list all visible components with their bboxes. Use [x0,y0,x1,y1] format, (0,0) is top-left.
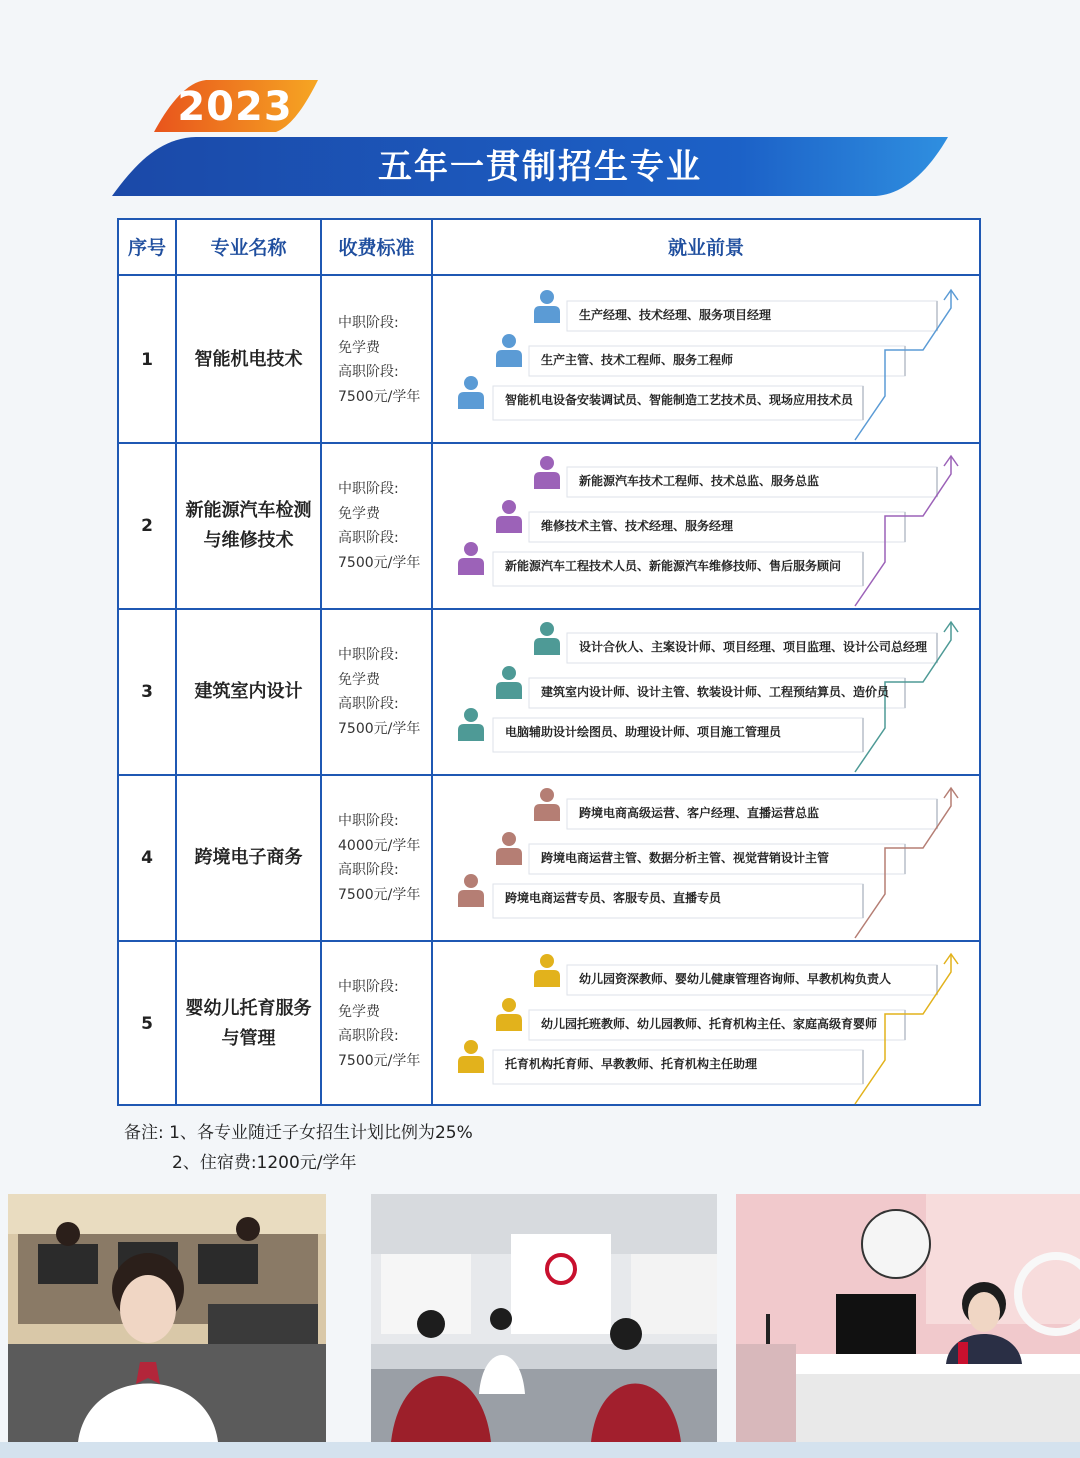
person-icon [540,622,554,636]
header-fee: 收费标准 [338,237,415,259]
table-row [119,278,979,444]
header-major: 专业名称 [210,237,287,259]
person-icon-body [496,1014,522,1031]
note-line: 2、住宿费:1200元/学年 [172,1153,357,1173]
notes [124,1118,473,1178]
person-icon [464,542,478,556]
person-icon-body [496,848,522,865]
career-ladder [433,444,979,608]
page-title: 五年一贯制招生专业 [378,147,702,187]
person-icon [464,1040,478,1054]
fee-line: 7500元/学年 [338,1052,421,1069]
photo-strip [0,1194,1080,1458]
fee-line: 免学费 [338,339,380,356]
person-icon-body [458,558,484,575]
fee-line: 中职阶段: [338,647,399,663]
person-icon [540,290,554,304]
note-line: 备注: 1、各专业随迁子女招生计划比例为25% [124,1123,473,1143]
person-icon [540,788,554,802]
livestream-studio-image [736,1194,1080,1442]
career-level-top: 幼儿园资深教师、婴幼儿健康管理咨询师、早教机构负责人 [579,972,892,986]
person-icon-body [534,638,560,655]
row-index: 5 [141,1014,153,1034]
header-career: 就业前景 [667,237,744,259]
photo-livestream-studio [736,1194,1080,1442]
major-name: 新能源汽车检测与维修技术 [185,500,312,551]
computer-class-image [8,1194,326,1442]
fee-line: 高职阶段: [338,696,399,712]
person-icon-body [458,890,484,907]
person-icon [464,376,478,390]
career-level-top: 新能源汽车技术工程师、技术总监、服务总监 [579,474,820,488]
fee-line: 高职阶段: [338,530,399,546]
person-icon-body [458,392,484,409]
fee-line: 高职阶段: [338,1028,399,1044]
career-level-mid: 生产主管、技术工程师、服务工程师 [541,353,734,367]
fee-line: 7500元/学年 [338,388,421,405]
table-row [119,942,979,1108]
fee-line: 7500元/学年 [338,886,421,903]
row-index: 3 [141,682,153,702]
person-icon [540,954,554,968]
career-level-mid: 跨境电商运营主管、数据分析主管、视觉营销设计主管 [541,851,830,865]
row-index: 2 [141,516,153,536]
table-row [119,610,979,776]
fee-line: 中职阶段: [338,979,399,995]
person-icon [464,874,478,888]
person-icon [502,334,516,348]
career-level-base: 智能机电设备安装调试员、智能制造工艺技术员、现场应用技术员 [505,393,854,407]
fee-cell [322,942,431,1106]
person-icon [464,708,478,722]
person-icon [502,832,516,846]
photo-computer-class [8,1194,326,1442]
year-label: 2023 [177,84,293,130]
fee-line: 4000元/学年 [338,837,421,854]
fee-line: 7500元/学年 [338,554,421,571]
row-index: 4 [141,848,153,868]
career-level-base: 托育机构托育师、早教教师、托育机构主任助理 [505,1057,758,1071]
career-level-top: 设计合伙人、主案设计师、项目经理、项目监理、设计公司总经理 [579,640,928,654]
person-icon-body [534,472,560,489]
fee-line: 中职阶段: [338,481,399,497]
header-banner [0,0,1080,210]
fee-line: 中职阶段: [338,813,399,829]
row-index: 1 [141,350,153,370]
person-icon-body [458,1056,484,1073]
fee-line: 免学费 [338,671,380,688]
career-ladder [433,942,979,1106]
person-icon [540,456,554,470]
table-row [119,444,979,610]
career-level-base: 新能源汽车工程技术人员、新能源汽车维修技师、售后服务顾问 [505,559,842,573]
person-icon [502,998,516,1012]
table-header [119,220,979,276]
major-name: 建筑室内设计 [194,681,303,702]
career-ladder [433,776,979,940]
fee-cell [322,444,431,608]
fee-line: 免学费 [338,505,380,522]
fee-line: 高职阶段: [338,862,399,878]
career-level-base: 跨境电商运营专员、客服专员、直播专员 [505,891,722,905]
fee-line: 免学费 [338,1003,380,1020]
fee-cell [322,278,431,442]
header-index: 序号 [127,237,166,259]
person-icon-body [496,682,522,699]
fee-line: 中职阶段: [338,315,399,331]
photo-bank-service-training [371,1194,717,1442]
person-icon-body [458,724,484,741]
fee-line: 7500元/学年 [338,720,421,737]
person-icon [502,666,516,680]
major-name: 跨境电子商务 [194,847,303,868]
fee-line: 高职阶段: [338,364,399,380]
footer-bar [0,1442,1080,1458]
fee-cell [322,776,431,940]
career-ladder [433,610,979,774]
bank-training-image [371,1194,717,1442]
person-icon-body [534,970,560,987]
major-name: 婴幼儿托育服务与管理 [185,998,312,1049]
person-icon-body [534,306,560,323]
person-icon-body [534,804,560,821]
career-level-mid: 维修技术主管、技术经理、服务经理 [541,519,734,533]
major-name: 智能机电技术 [194,349,303,370]
person-icon [502,500,516,514]
person-icon-body [496,516,522,533]
career-level-top: 跨境电商高级运营、客户经理、直播运营总监 [579,806,820,820]
career-level-mid: 建筑室内设计师、设计主管、软装设计师、工程预结算员、造价员 [541,685,890,699]
career-level-top: 生产经理、技术经理、服务项目经理 [579,308,772,322]
career-level-mid: 幼儿园托班教师、幼儿园教师、托育机构主任、家庭高级育婴师 [541,1017,878,1031]
fee-cell [322,610,431,774]
career-level-base: 电脑辅助设计绘图员、助理设计师、项目施工管理员 [505,725,782,739]
majors-table [117,218,981,1106]
career-ladder [433,278,979,442]
table-row [119,776,979,942]
person-icon-body [496,350,522,367]
